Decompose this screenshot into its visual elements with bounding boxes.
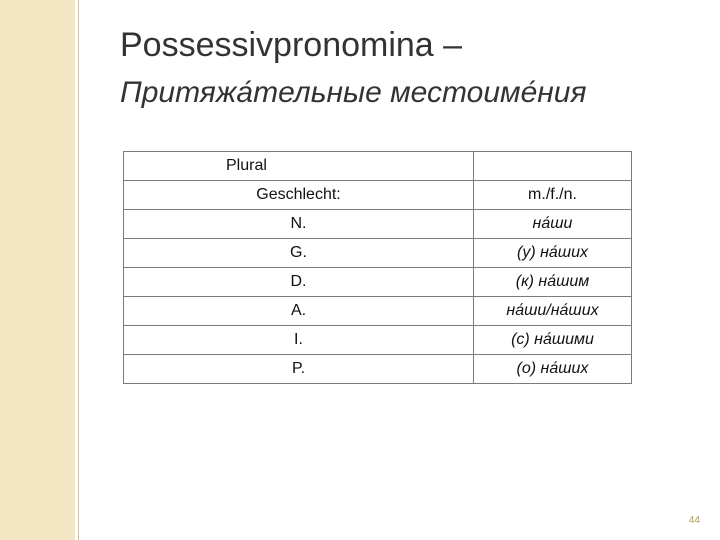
table-row (124, 268, 632, 297)
form-cell: (к) на́шим (474, 268, 632, 297)
case-cell: D. (124, 268, 474, 297)
header-label-cell: Plural (124, 152, 474, 181)
decorative-vertical-rule (78, 0, 79, 540)
decorative-left-band (0, 0, 75, 540)
form-cell: на́ши (474, 210, 632, 239)
case-cell: A. (124, 297, 474, 326)
slide-title: Possessivpronomina – (120, 26, 463, 64)
table-row (124, 239, 632, 268)
case-cell: N. (124, 210, 474, 239)
possessive-pronoun-table (123, 151, 632, 384)
table-gender-row (124, 181, 632, 210)
case-cell: I. (124, 326, 474, 355)
table-row (124, 326, 632, 355)
table-row (124, 355, 632, 384)
case-cell: G. (124, 239, 474, 268)
table-row (124, 297, 632, 326)
table-row (124, 210, 632, 239)
form-cell: (о) на́ших (474, 355, 632, 384)
table-header-row (124, 152, 632, 181)
form-cell: на́ши/на́ших (474, 297, 632, 326)
form-cell: (с) на́шими (474, 326, 632, 355)
page-number: 44 (688, 515, 700, 526)
gender-label-cell: Geschlecht: (124, 181, 474, 210)
header-value-cell (474, 152, 632, 181)
case-cell: P. (124, 355, 474, 384)
gender-value-cell: m./f./n. (474, 181, 632, 210)
form-cell: (у) на́ших (474, 239, 632, 268)
slide-subtitle: Притяжа́тельные местоиме́ния (120, 76, 587, 109)
